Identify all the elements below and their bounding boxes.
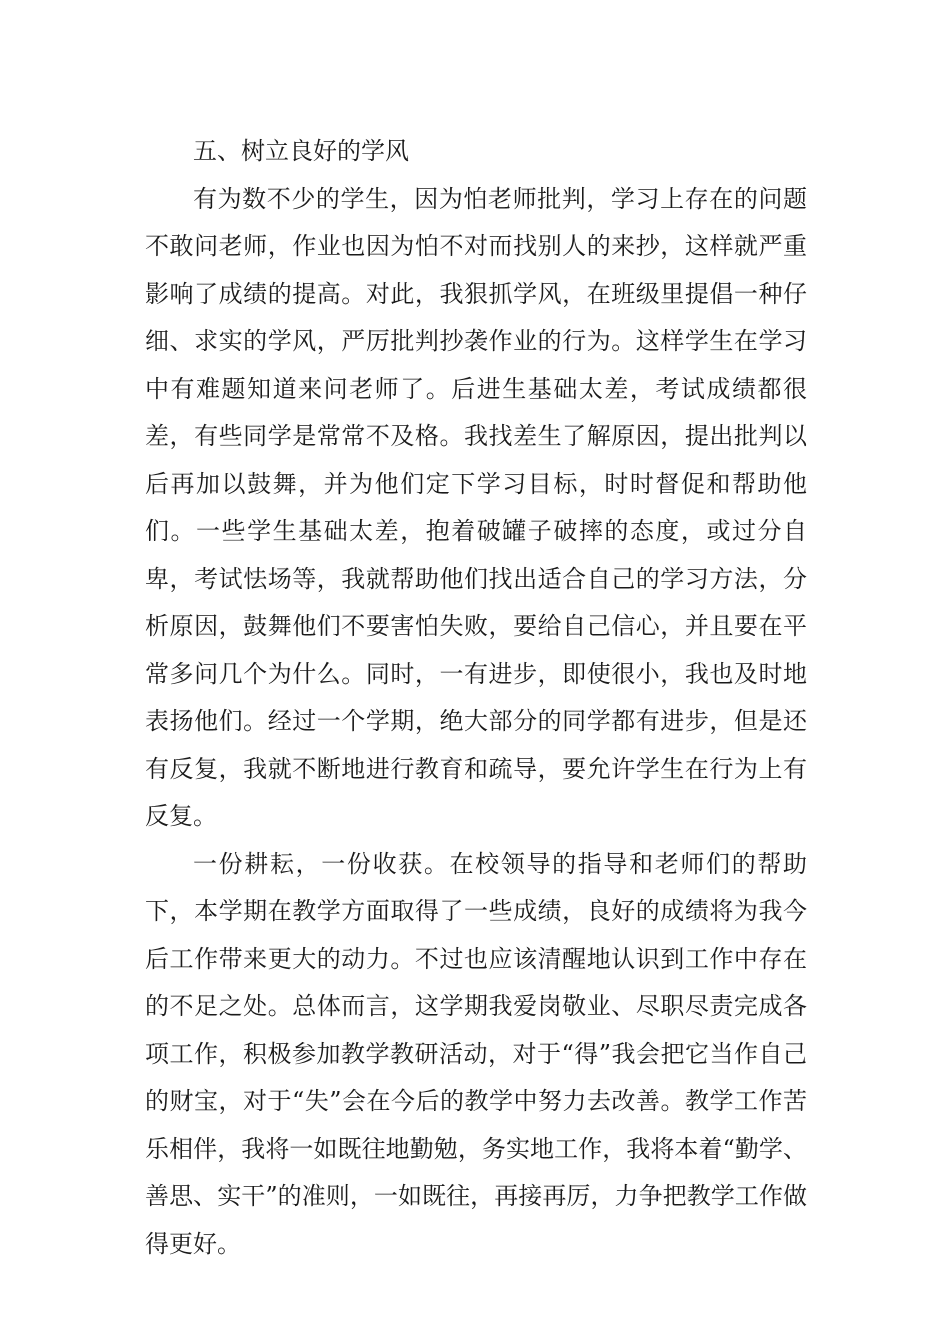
paragraph-summary: 一份耕耘，一份收获。在校领导的指导和老师们的帮助下，本学期在教学方面取得了一些成绩，良好的成绩将为我今后工作带来更大的动力。不过也应该清醒地认识到工作中存在的不足之处。总体而言，这学期我爱岗敬业、尽职尽责完成各项工作，积极参加教学教研活动，对于“得”我会把它当作自己的财宝，对于“失”会在今后的教学中努力去改善。教学工作苦乐相伴，我将一如既往地勤勉，务实地工作，我将本着“勤学、善思、实干”的准则，一如既往，再接再厉，力争把教学工作做得更好。 — [145, 849, 807, 1258]
paragraph-study-style: 有为数不少的学生，因为怕老师批判，学习上存在的问题不敢问老师，作业也因为怕不对而找别人的来抄，这样就严重影响了成绩的提高。对此，我狠抓学风，在班级里提倡一种仔细、求实的学风，严厉批判抄袭作业的行为。这样学生在学习中有难题知道来问老师了。后进生基础太差，考试成绩都很差，有些同学是常常不及格。我找差生了解原因，提出批判以后再加以鼓舞，并为他们定下学习目标，时时督促和帮助他们。一些学生基础太差，抱着破罐子破摔的态度，或过分自卑，考试怯场等，我就帮助他们找出适合自己的学习方法，分析原因，鼓舞他们不要害怕失败，要给自己信心，并且要在平常多问几个为什么。同时，一有进步，即使很小，我也及时地表扬他们。经过一个学期，绝大部分的同学都有进步，但是还有反复，我就不断地进行教育和疏导，要允许学生在行为上有反复。 — [145, 184, 807, 830]
section-heading: 五、树立良好的学风 — [193, 137, 409, 165]
document-body — [145, 128, 807, 1268]
